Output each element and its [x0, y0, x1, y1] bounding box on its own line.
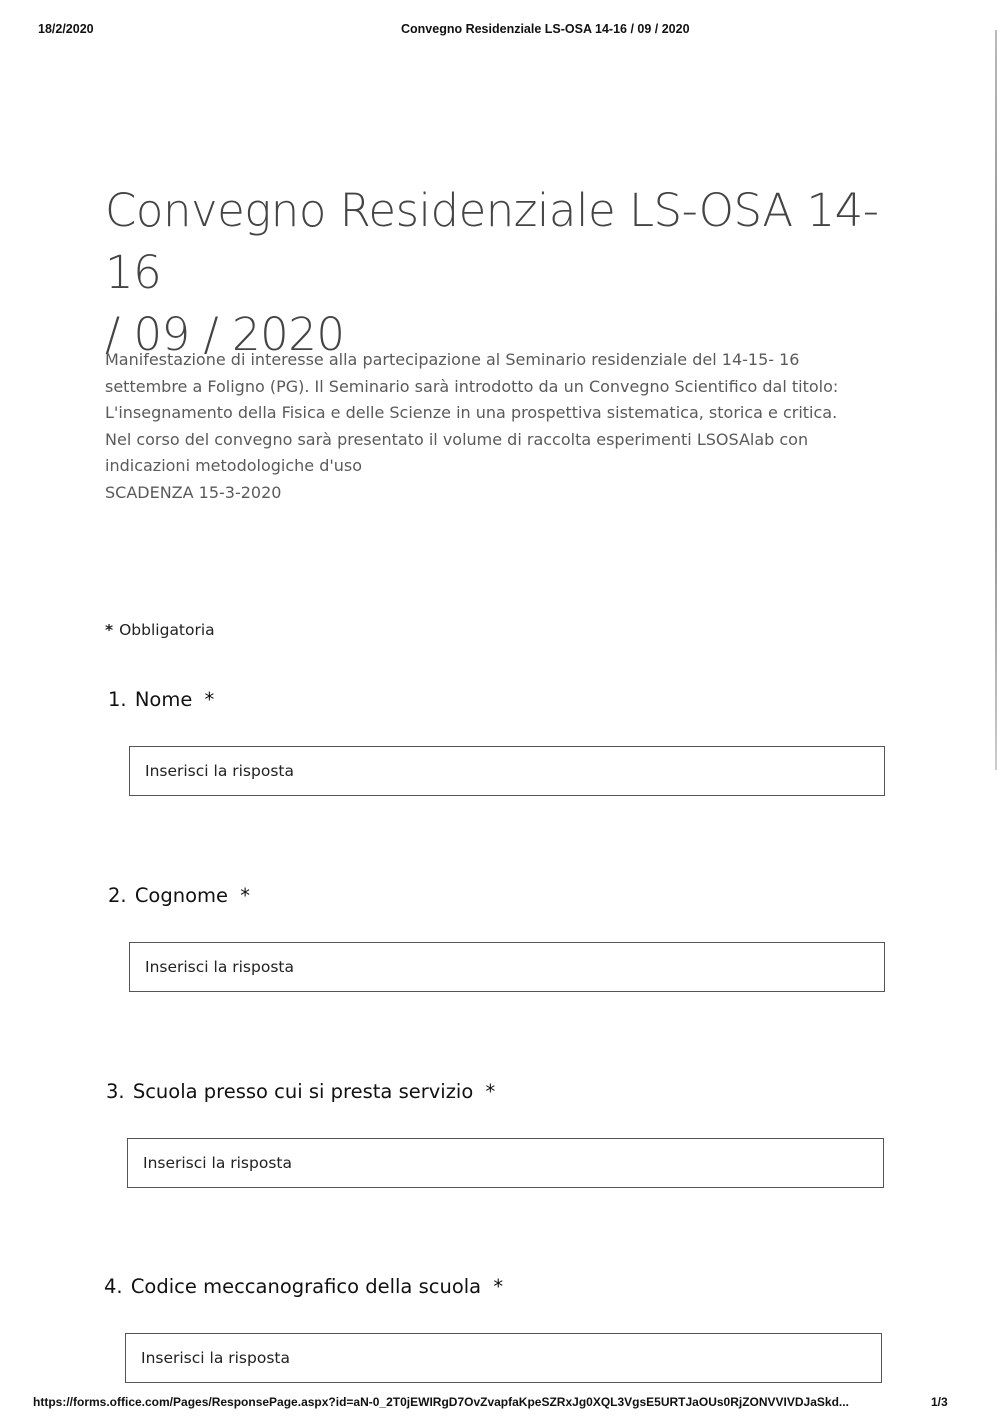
question-title	[108, 688, 214, 711]
print-footer	[0, 1393, 1000, 1413]
question-number: 3.	[106, 1080, 125, 1103]
required-star: *	[105, 621, 114, 639]
description-line: L'insegnamento della Fisica e delle Scienze in una prospettiva sistematica, storica e critica.	[105, 403, 838, 422]
description-line: indicazioni metodologiche d'uso	[105, 456, 363, 475]
description-line: Manifestazione di interesse alla partecipazione al Seminario residenziale del 14-15- 16	[105, 350, 800, 369]
question-title	[104, 1275, 503, 1298]
scan-edge-mark	[995, 30, 997, 770]
print-page-title: Convegno Residenziale LS-OSA 14-16 / 09 / 2020	[401, 22, 690, 36]
print-date: 18/2/2020	[38, 22, 94, 36]
question-label: Cognome	[134, 884, 229, 907]
answer-box	[129, 746, 885, 796]
required-marker: *	[485, 1080, 496, 1103]
question-number: 4.	[104, 1275, 123, 1298]
print-header	[0, 20, 1000, 40]
scuola-input[interactable]	[128, 1139, 883, 1187]
form-title-line-2: / 09 / 2020	[105, 308, 345, 361]
print-page-number: 1/3	[931, 1395, 948, 1409]
question-title	[106, 1080, 495, 1103]
print-url: https://forms.office.com/Pages/ResponsePage.aspx?id=aN-0_2T0jEWIRgD7OvZvapfaKpeSZRxJg0XQL3VgsE5URTJaOUs0RjZONVVIVDJaSkd...	[33, 1395, 849, 1409]
form-description	[105, 347, 895, 506]
required-marker: *	[493, 1275, 504, 1298]
question-label: Codice meccanografico della scuola	[130, 1275, 482, 1298]
required-note	[105, 621, 215, 639]
answer-box	[125, 1333, 882, 1383]
answer-box	[129, 942, 885, 992]
question-title	[108, 884, 250, 907]
description-line: settembre a Foligno (PG). Il Seminario sarà introdotto da un Convegno Scientifico dal titolo:	[105, 376, 839, 396]
required-note-label: Obbligatoria	[119, 621, 215, 639]
form-title-line-1: Convegno Residenziale LS-OSA 14-16	[105, 184, 879, 299]
cognome-input[interactable]	[130, 943, 884, 991]
nome-input[interactable]	[130, 747, 884, 795]
required-marker: *	[240, 884, 250, 907]
codice-meccanografico-input[interactable]	[126, 1334, 881, 1382]
question-label: Scuola presso cui si presta servizio	[132, 1080, 474, 1103]
form-title	[105, 180, 905, 366]
question-label: Nome	[134, 688, 193, 711]
description-line: Nel corso del convegno sarà presentato il volume di raccolta esperimenti LSOSAlab con	[105, 429, 809, 449]
question-number: 2.	[108, 884, 127, 907]
description-deadline: SCADENZA 15-3-2020	[105, 482, 282, 502]
answer-box	[127, 1138, 884, 1188]
required-marker: *	[204, 688, 215, 711]
question-number: 1.	[108, 688, 127, 711]
